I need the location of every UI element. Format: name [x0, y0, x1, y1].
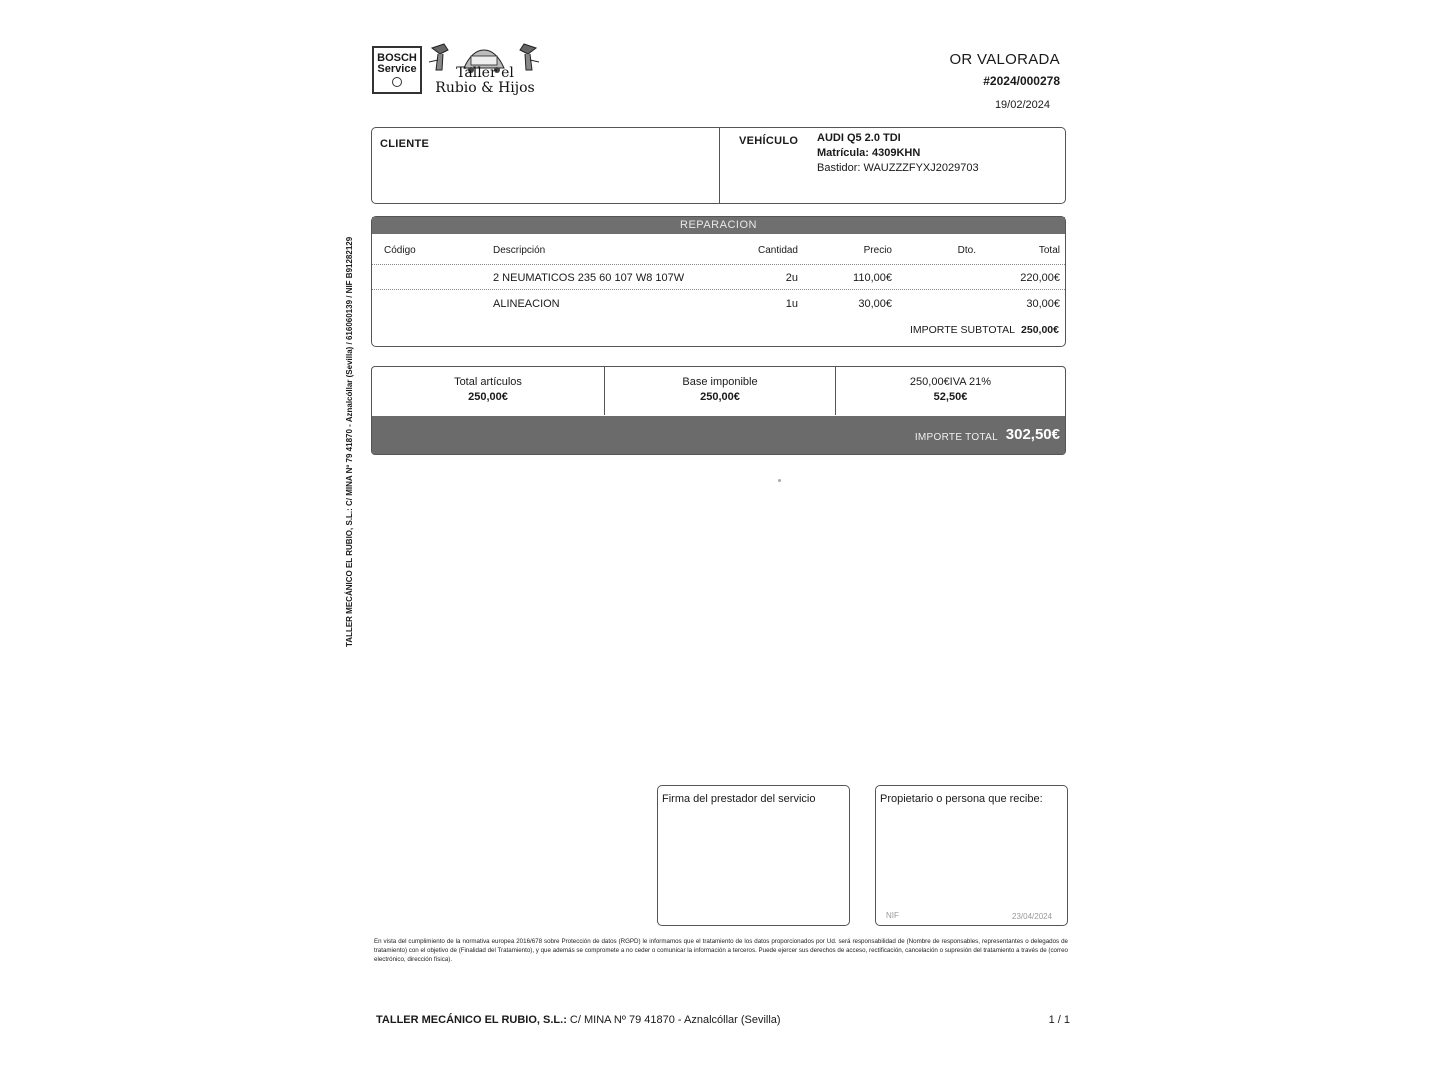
side-company-info: TALLER MECÁNICO EL RUBIO, S.L.: C/ MINA Nº 79 41870 - Aznalcóllar (Sevilla) / 616060139 / NIF B91282129: [345, 236, 354, 647]
tax-base-value: 250,00€: [700, 391, 740, 403]
client-vehicle-divider: [719, 128, 720, 203]
page-number: 1 / 1: [1048, 1014, 1070, 1026]
table-row-separator: [372, 289, 1065, 290]
vehicle-model: AUDI Q5 2.0 TDI: [817, 132, 901, 144]
client-label: CLIENTE: [380, 138, 430, 150]
total-items-value: 250,00€: [468, 391, 508, 403]
footer-company-name: TALLER MECÁNICO EL RUBIO, S.L.:: [376, 1014, 567, 1026]
bosch-service-logo: [372, 46, 422, 94]
document-title: OR VALORADA: [949, 51, 1060, 68]
receiver-signature-box: [875, 785, 1068, 926]
grand-total-value: 302,50€: [1005, 426, 1060, 443]
subtotal-label: IMPORTE SUBTOTAL: [909, 324, 1015, 336]
column-header-price: Precio: [863, 245, 892, 256]
table-row-separator: [372, 264, 1065, 265]
scan-speck: [778, 479, 781, 482]
row-description: 2 NEUMATICOS 235 60 107 W8 107W: [493, 272, 685, 284]
row-description: ALINEACION: [493, 298, 560, 310]
column-header-code: Código: [384, 245, 416, 256]
column-header-total: Total: [1038, 245, 1060, 256]
tax-base-label: Base imponible: [682, 376, 758, 388]
provider-signature-box: [657, 785, 850, 926]
legal-notice: En vista del cumplimiento de la normativa europea 2016/678 sobre Protección de datos (RGPD) le informamos que el tratamiento de los datos proporcionados por Ud. será responsabilidad de (Nombre de responsables, representantes o delegados de tratamiento) con el objetivo de (Finalidad del Tratamiento), y que además se compromete a no ceder o comunicar la información a terceros. Puede ejercer sus derechos de acceso, rectificación, cancelación o supresión del tratamiento a través de (correo electrónico, dirección física).: [374, 938, 1068, 963]
receiver-signature-label: Propietario o persona que recibe:: [880, 793, 1043, 805]
bosch-logo-text: BOSCH: [377, 52, 417, 64]
footer-address: C/ MINA Nº 79 41870 - Aznalcóllar (Sevilla): [566, 1014, 781, 1026]
vat-value: 52,50€: [933, 391, 968, 403]
document-number: #2024/000278: [983, 74, 1060, 88]
document-date: 19/02/2024: [994, 99, 1050, 111]
row-quantity: 1u: [785, 298, 798, 310]
row-price: 110,00€: [853, 272, 892, 284]
vat-label: 250,00€IVA 21%: [909, 376, 992, 388]
vehicle-plate: Matrícula: 4309KHN: [817, 147, 921, 159]
column-header-description: Descripción: [493, 245, 546, 256]
bosch-emblem-icon: [392, 77, 402, 87]
provider-signature-label: Firma del prestador del servicio: [662, 793, 816, 805]
vehicle-vin: Bastidor: WAUZZZFYXJ2029703: [817, 162, 979, 174]
receiver-date: 23/04/2024: [1012, 912, 1053, 921]
row-total: 220,00€: [1020, 272, 1060, 284]
service-logo-text: Service: [377, 63, 417, 75]
grand-total-label: IMPORTE TOTAL: [914, 432, 998, 443]
column-header-quantity: Cantidad: [757, 245, 798, 256]
taller-logo-line2: Rubio & Hijos: [435, 80, 535, 96]
row-quantity: 2u: [785, 272, 798, 284]
footer-company: [376, 1014, 781, 1026]
total-items-label: Total artículos: [454, 376, 522, 388]
taller-logo-line1: Taller el: [456, 65, 514, 81]
vehicle-label: VEHÍCULO: [739, 135, 799, 147]
repair-section-title: REPARACION: [372, 217, 1065, 234]
subtotal-value: 250,00€: [1021, 324, 1059, 336]
taller-logo-text: [430, 66, 540, 96]
receiver-nif-label: NIF: [886, 911, 899, 920]
column-header-discount: Dto.: [957, 245, 976, 256]
row-price: 30,00€: [858, 298, 892, 310]
row-total: 30,00€: [1026, 298, 1060, 310]
